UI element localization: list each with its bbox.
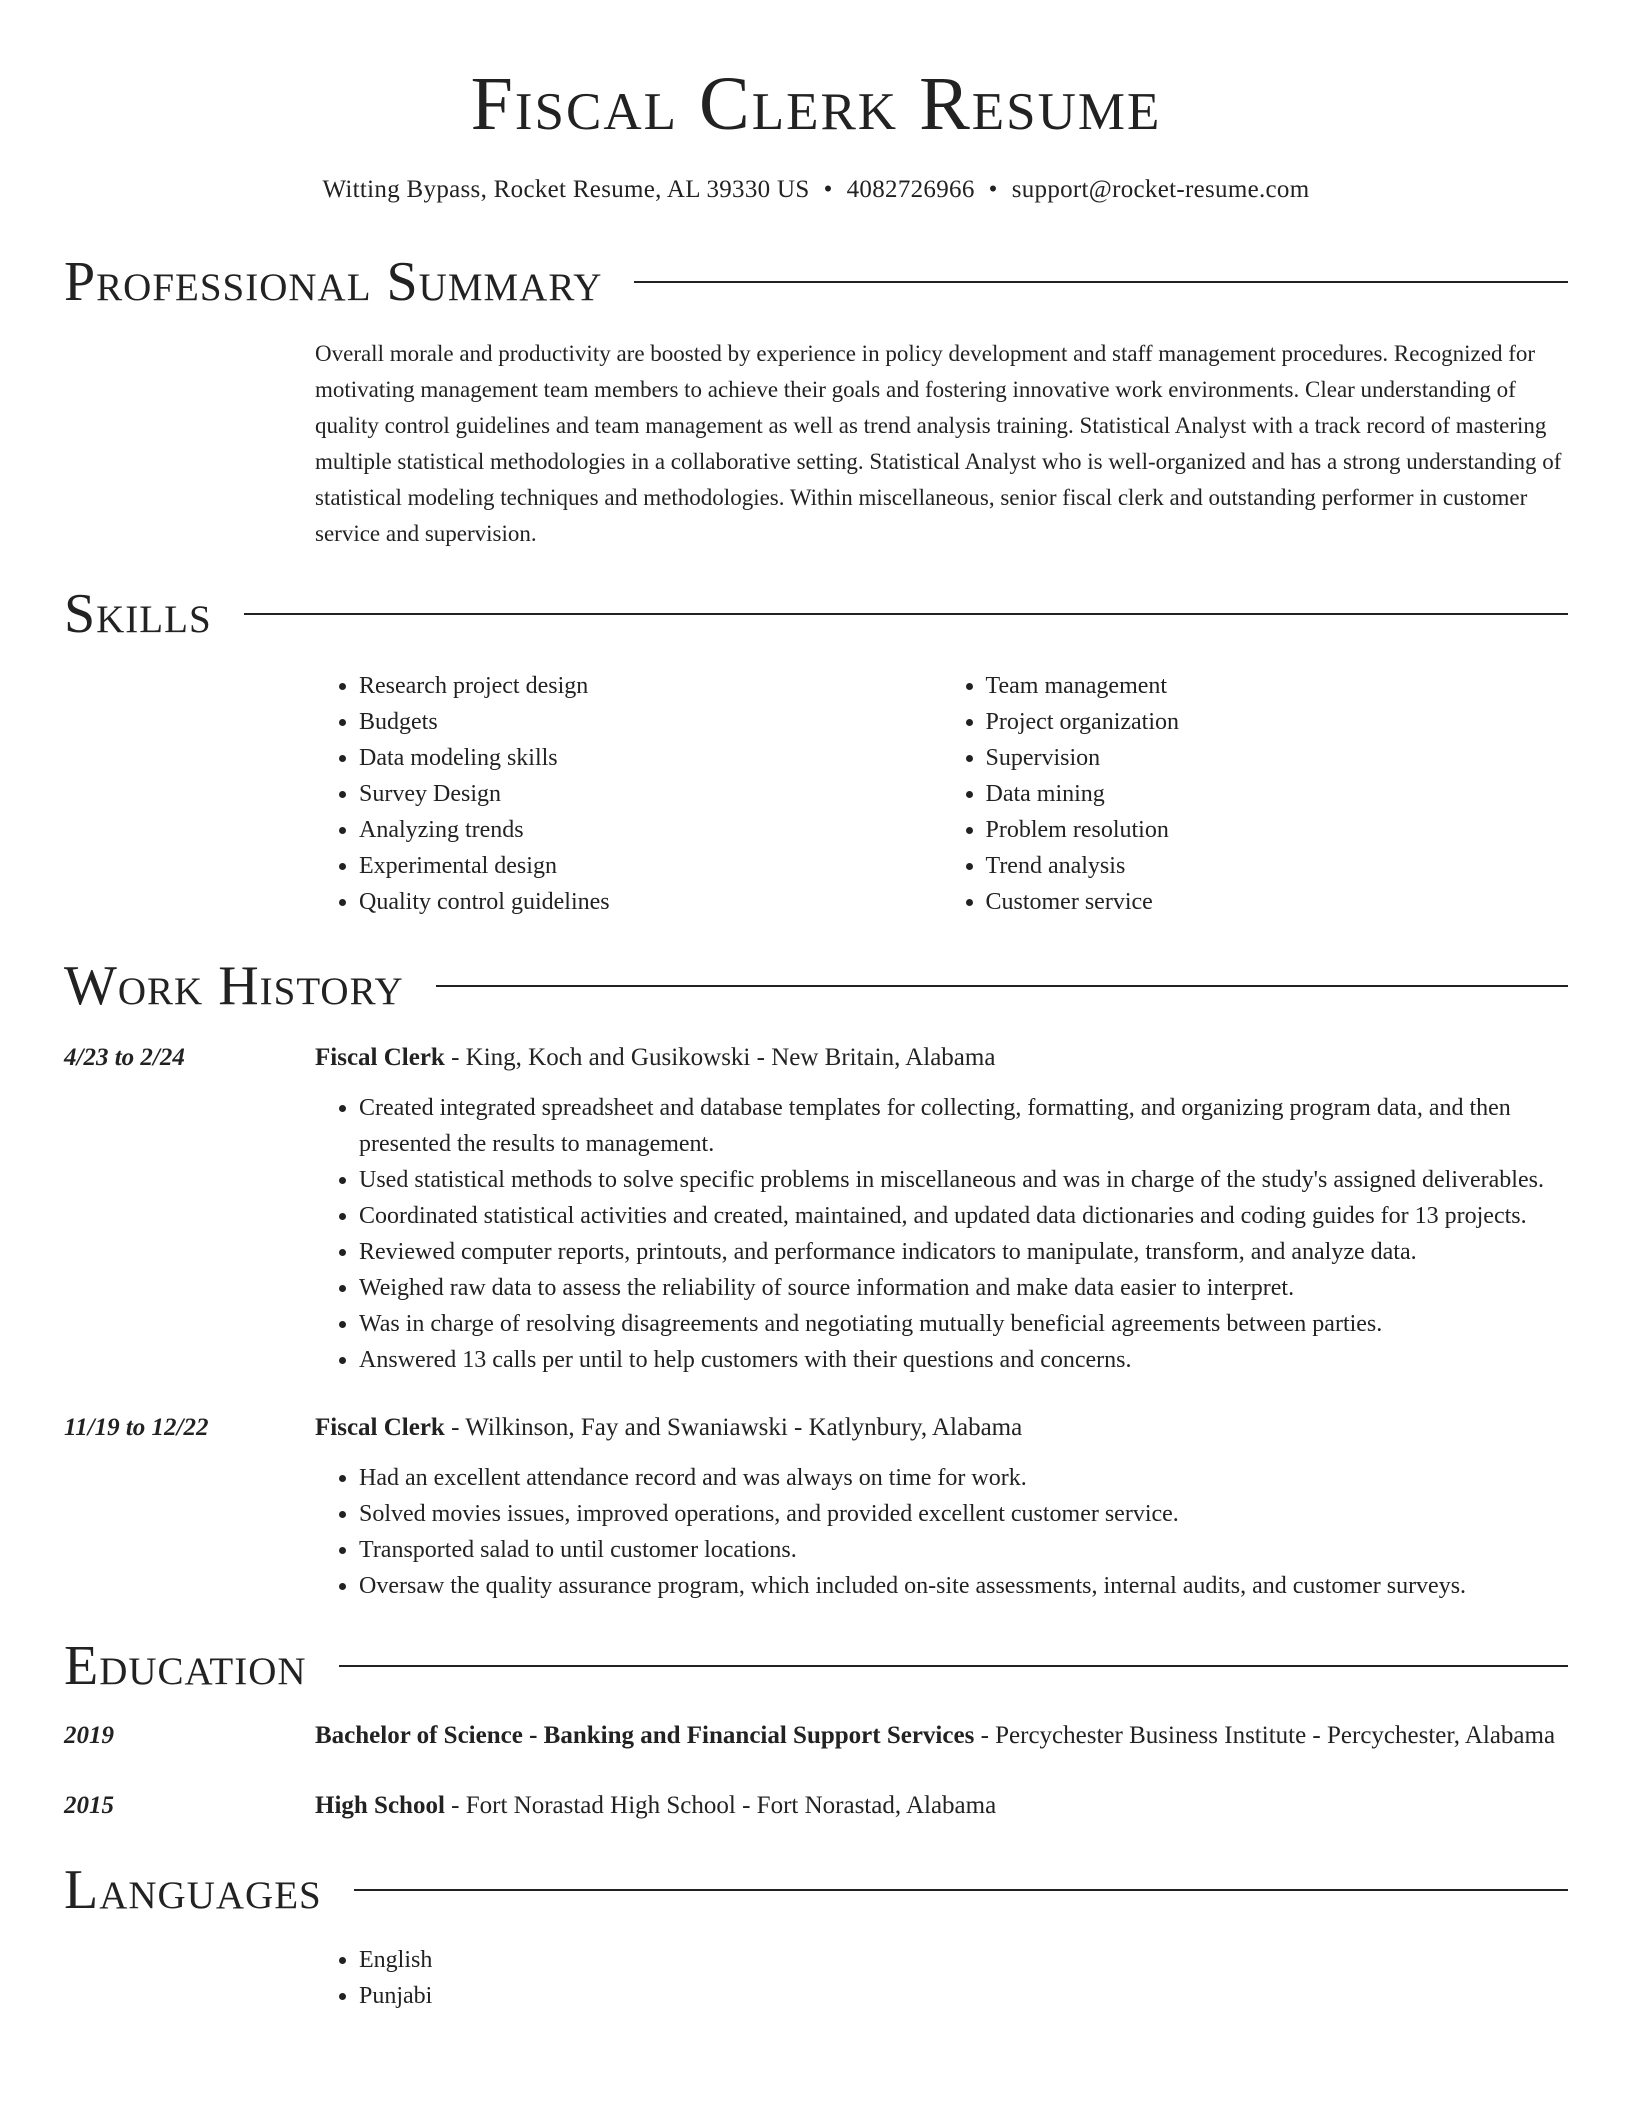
languages-heading: Languages <box>64 1859 322 1921</box>
skills-section-header <box>64 583 1568 645</box>
contact-address: Witting Bypass, Rocket Resume, AL 39330 US <box>322 176 810 203</box>
education-degree: Bachelor of Science - Banking and Financial Support Services <box>315 1722 975 1749</box>
language-item: • English <box>359 1942 1568 1978</box>
skills-column-right <box>942 668 1569 920</box>
skill-item: • Analyzing trends <box>359 812 942 848</box>
education-body <box>315 1716 1568 1756</box>
section-divider <box>354 1889 1568 1891</box>
job-bullet: • Weighed raw data to assess the reliability of source information and make data easier to interpret. <box>359 1270 1568 1306</box>
skills-list <box>315 668 1568 920</box>
job-title-line <box>315 1038 1568 1078</box>
job-dates: 11/19 to 12/22 <box>64 1414 209 1441</box>
language-item: • Punjabi <box>359 1978 1568 2014</box>
job-bullet: • Used statistical methods to solve specific problems in miscellaneous and was in charge of the study's assigned deliverables. <box>359 1162 1568 1198</box>
job-bullet: • Transported salad to until customer locations. <box>359 1532 1568 1568</box>
skill-item: • Survey Design <box>359 776 942 812</box>
education-line <box>315 1716 1568 1756</box>
job-body <box>315 1038 1568 1378</box>
education-school: - Percychester Business Institute - Percychester, Alabama <box>974 1722 1556 1749</box>
languages-section-header <box>64 1859 1568 1921</box>
summary-text: Overall morale and productivity are boosted by experience in policy development and staff management procedures. Recognized for motivating management team members to achieve their goals and fostering innovative work environments. Clear understanding of quality control guidelines and team management as well as trend analysis training. Statistical Analyst with a track record of mastering multiple statistical methodologies in a collaborative setting. Statistical Analyst who is well-organized and has a strong understanding of statistical modeling techniques and methodologies. Within miscellaneous, senior fiscal clerk and outstanding performer in customer service and supervision. <box>315 341 1562 546</box>
skills-column-left <box>315 668 942 920</box>
skill-item: • Budgets <box>359 704 942 740</box>
education-body <box>315 1786 1568 1826</box>
education-heading: Education <box>64 1635 307 1697</box>
job-bullet: • Coordinated statistical activities and created, maintained, and updated data dictionaries and coding guides for 13 projects. <box>359 1198 1568 1234</box>
contact-phone: 4082726966 <box>846 176 975 203</box>
skills-heading: Skills <box>64 583 212 645</box>
skill-item: • Quality control guidelines <box>359 884 942 920</box>
education-year: 2019 <box>64 1722 114 1749</box>
job-bullet: • Answered 13 calls per until to help customers with their questions and concerns. <box>359 1342 1568 1378</box>
section-divider <box>634 281 1568 283</box>
job-dates: 4/23 to 2/24 <box>64 1044 185 1071</box>
job-bullet: • Solved movies issues, improved operations, and provided excellent customer service. <box>359 1496 1568 1532</box>
job-entry <box>64 1038 1568 1378</box>
education-entry <box>64 1716 1568 1756</box>
work-section-header <box>64 955 1568 1017</box>
work-heading: Work History <box>64 955 404 1017</box>
skill-item: • Customer service <box>986 884 1569 920</box>
job-bullet: • Created integrated spreadsheet and database templates for collecting, formatting, and organizing program data, and then presented the results to management. <box>359 1090 1568 1162</box>
education-year: 2015 <box>64 1792 114 1819</box>
job-title-line <box>315 1408 1568 1448</box>
contact-separator: • <box>988 176 998 203</box>
job-bullet: • Oversaw the quality assurance program, which included on-site assessments, internal audits, and customer surveys. <box>359 1568 1568 1604</box>
job-bullet: • Was in charge of resolving disagreements and negotiating mutually beneficial agreements between parties. <box>359 1306 1568 1342</box>
skill-item: • Data mining <box>986 776 1569 812</box>
contact-email: support@rocket-resume.com <box>1011 176 1310 203</box>
skill-item: • Problem resolution <box>986 812 1569 848</box>
job-bullet: • Had an excellent attendance record and was always on time for work. <box>359 1460 1568 1496</box>
contact-line <box>64 176 1568 204</box>
section-divider <box>436 985 1568 987</box>
education-line <box>315 1786 1568 1826</box>
job-company: - King, Koch and Gusikowski - New Britain, Alabama <box>444 1044 996 1071</box>
job-body <box>315 1408 1568 1604</box>
skill-item: • Trend analysis <box>986 848 1569 884</box>
section-divider <box>339 1665 1568 1667</box>
summary-section-header <box>64 251 1568 313</box>
job-company: - Wilkinson, Fay and Swaniawski - Katlynbury, Alabama <box>444 1414 1023 1441</box>
skill-item: • Project organization <box>986 704 1569 740</box>
languages-list <box>315 1942 1568 2014</box>
job-bullet: • Reviewed computer reports, printouts, and performance indicators to manipulate, transform, and analyze data. <box>359 1234 1568 1270</box>
section-divider <box>244 613 1568 615</box>
job-entry <box>64 1408 1568 1604</box>
job-title: Fiscal Clerk <box>315 1044 445 1071</box>
job-title: Fiscal Clerk <box>315 1414 445 1441</box>
education-degree: High School <box>315 1792 445 1819</box>
job-bullets <box>315 1460 1568 1604</box>
skill-item: • Research project design <box>359 668 942 704</box>
skill-item: • Data modeling skills <box>359 740 942 776</box>
contact-separator: • <box>823 176 833 203</box>
education-section-header <box>64 1635 1568 1697</box>
skill-item: • Team management <box>986 668 1569 704</box>
education-school: - Fort Norastad High School - Fort Norastad, Alabama <box>444 1792 997 1819</box>
education-entry <box>64 1786 1568 1826</box>
job-bullets <box>315 1090 1568 1378</box>
skill-item: • Experimental design <box>359 848 942 884</box>
skill-item: • Supervision <box>986 740 1569 776</box>
resume-title: Fiscal Clerk Resume <box>470 62 1162 146</box>
summary-heading: Professional Summary <box>64 251 603 313</box>
